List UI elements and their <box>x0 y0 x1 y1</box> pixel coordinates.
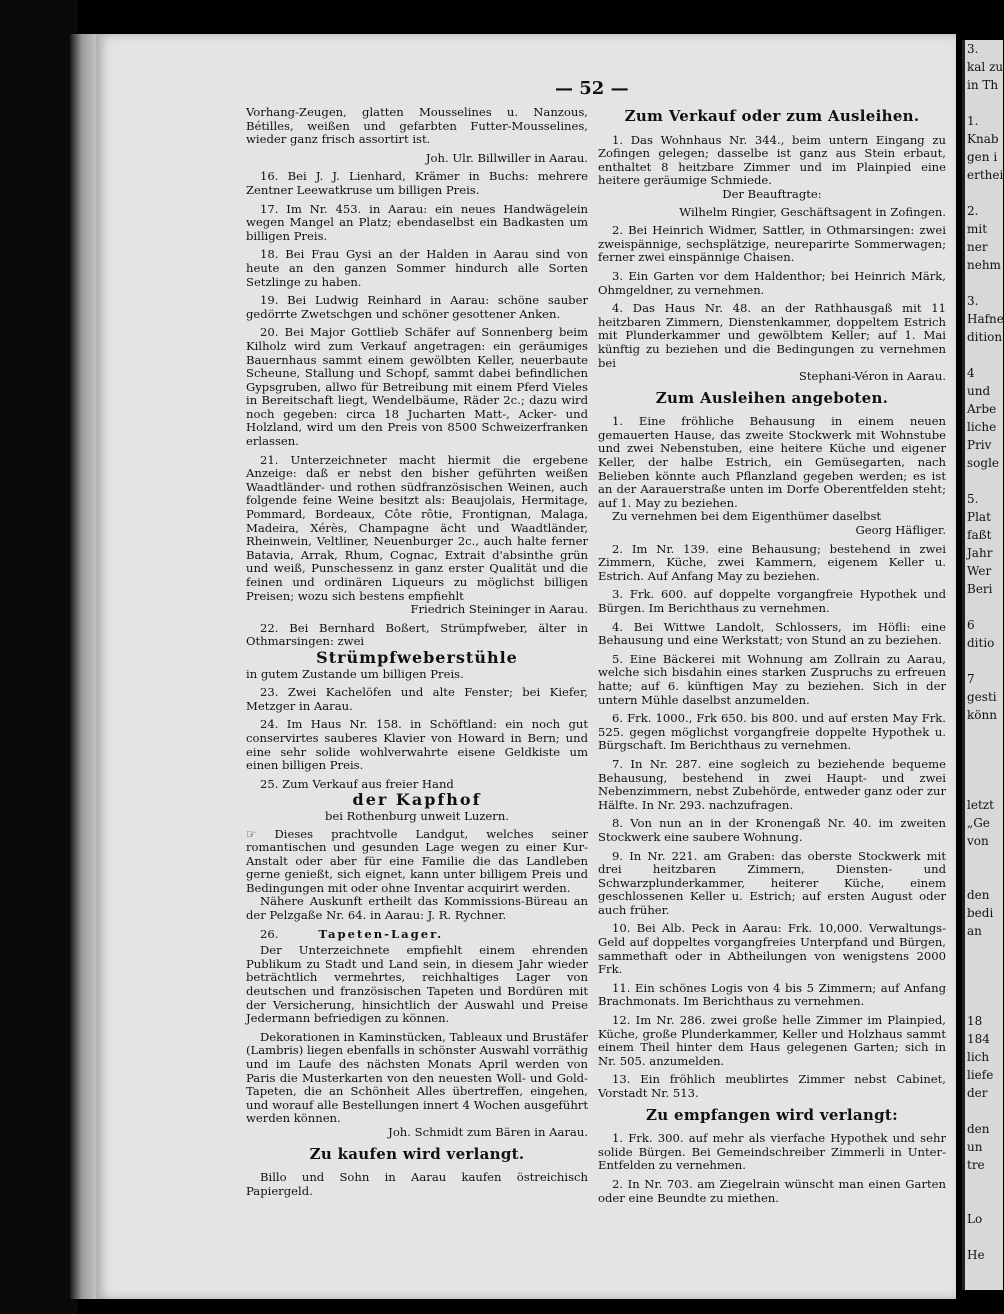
ad-21: 21. Unterzeichneter macht hiermit die ergebene Anzeige: daß er nebst den bisher geführten weißen Waadtländer- und rothen südfranzösischen Weinen, auch folgende feine Weine besitzt als: Beaujolais, Hermitage, Pommard, Bordeaux, Côte rôtie, Frontignan, Malaga, Madeira, Xérès, Champagne ächt und Waadtländer, Rheinwein, Veltliner, Neuenburger 2c., auch halte ferner Batavia, Arrak, Rhum, Cognac, Extrait d'absinthe grün und weiß, Punschessenz in ganz erster Qualität und die feinen und ordinären Liqueurs zu möglichst billigen Preisen; wozu sich bestens empfiehlt <box>246 452 588 603</box>
fragment-line: gen i <box>967 150 998 164</box>
fragment-line: gesti <box>967 690 997 704</box>
fragment-line: „Ge <box>967 816 990 830</box>
fragment-line <box>965 472 1003 490</box>
book-spine <box>0 0 78 1314</box>
fragment-line: dition <box>967 330 1003 344</box>
fragment-line: 6 <box>967 618 975 632</box>
fragment-line: 5. <box>967 492 979 506</box>
fragment-line: 3. <box>967 42 979 56</box>
ad-16: 16. Bei J. J. Lienhard, Krämer in Buchs: mehrere Zentner Leewatkruse um billigen Preis. <box>246 169 588 197</box>
fragment-line: Wer <box>967 564 992 578</box>
fragment-line: der <box>967 1086 988 1100</box>
offer-1-contact: Zu vernehmen bei dem Eigenthümer daselbst <box>612 509 882 524</box>
fragment-line: in Th <box>967 78 999 92</box>
fragment-line: faßt <box>967 528 992 542</box>
fragment-line: liche <box>967 420 997 434</box>
fragment-line: lich <box>967 1050 990 1064</box>
fragment-line: 7 <box>967 672 975 686</box>
fragment-line <box>965 1174 1003 1192</box>
fragment-line: Hafne <box>967 312 1004 326</box>
fragment-line: 4 <box>967 366 975 380</box>
signature: Der Beauftragte: <box>722 186 822 201</box>
ad-22: 22. Bei Bernhard Boßert, Strümpfweber, älter in Othmarsingen: zwei <box>246 620 588 649</box>
ad-25-headline: der Kapfhof <box>352 790 482 810</box>
fragment-line <box>965 1192 1003 1210</box>
offer-3: 3. Frk. 600. auf doppelte vorgangfreie Hypothek und Bürgen. Im Berichthaus zu vernehmen. <box>598 587 946 615</box>
fragment-line: und <box>967 384 991 398</box>
fragment-line: 1. <box>967 114 979 128</box>
fragment-line <box>965 346 1003 364</box>
fragment-line <box>965 958 1003 976</box>
ad-26-headline: Tapeten-Lager. <box>318 926 444 941</box>
offer-2: 2. Im Nr. 139. eine Behausung; bestehend in zwei Zimmern, Küche, zwei Kammern, eigenem Keller u. Estrich. Auf Anfang May zu beziehen. <box>598 541 946 583</box>
fragment-line: Jahr <box>967 546 993 560</box>
signature: Wilhelm Ringier, Geschäftsagent in Zofingen. <box>679 204 946 219</box>
fragment-line: tre <box>967 1158 985 1172</box>
listing-1: 1. Das Wohnhaus Nr. 344., beim untern Eingang zu Zofingen gelegen; dasselbe ist ganz aus Stein erbaut, enthaltet 8 heitzbare Zimmer und im Plainpied eine heitere geräumige Schmiede. <box>598 132 946 188</box>
offer-12: 12. Im Nr. 286. zwei große helle Zimmer im Plainpied, Küche, große Plunderkammer, Keller und Holzhaus sammt einem Theil hinter dem Haus gelegenen Garten; sich in Nr. 505. anzumelden. <box>598 1013 946 1068</box>
fragment-line <box>965 742 1003 760</box>
fragment-line: 184 <box>967 1032 990 1046</box>
left-column <box>246 106 588 1203</box>
ad-25-place: bei Rothenburg unweit Luzern. <box>325 808 509 823</box>
fragment-line: 2. <box>967 204 979 218</box>
section-heading: Zu kaufen wird verlangt. <box>309 1144 525 1163</box>
ad-22-tail: in gutem Zustande um billigen Preis. <box>246 666 464 681</box>
ad-25: 25. Zum Verkauf aus freier Hand <box>260 776 454 791</box>
ad-25-body: ☞ Dieses prachtvolle Landgut, welches seiner romantischen und gesunden Lage wegen zu einer Kur-Anstalt oder aber für eine Familie die das Landleben gerne genießt, sich eignet, kann unter billigem Preis und Bedingungen mit oder ohne Inventar acquirirt werden. <box>246 826 588 895</box>
offer-1: 1. Eine fröhliche Behausung in einem neuen gemauerten Hause, das zweite Stockwerk mit Wohnstube und zwei Nebenstuben, eine heitere Küche und eigener Keller, der halbe Estrich, ein Gemüsegarten, nach Belieben könnte auch Pflanzland gegeben werden; es ist an der Aarauerstraße unten im Dorfe Oberentfelden steht; auf 1. May zu beziehen. <box>598 414 946 510</box>
offer-7: 7. In Nr. 287. eine sogleich zu beziehende bequeme Behausung, bestehend in zwei Haupt- und zwei Nebenzimmern, nebst Zubehörde, entweder ganz oder zur Hälfte. In Nr. 293. nachzufragen. <box>598 756 946 812</box>
fragment-line <box>965 598 1003 616</box>
intro-text: Vorhang-Zeugen, glatten Mousselines u. Nanzous, Bétilles, weißen und gefarbten Futter-Mousselines, wieder ganz frisch assortirt ist. <box>246 105 588 147</box>
fragment-line: Arbe <box>967 402 997 416</box>
fragment-line: mit <box>967 222 988 236</box>
fragment-line: letzt <box>967 798 994 812</box>
fragment-line: den <box>967 888 990 902</box>
ad-22-headline: Strümpfweberstühle <box>316 647 518 667</box>
fragment-line: erthei <box>967 168 1004 182</box>
fragment-line: Knab <box>967 132 999 146</box>
signature: Joh. Ulr. Billwiller in Aarau. <box>425 150 588 165</box>
fragment-line: un <box>967 1140 983 1154</box>
fragment-line: könn <box>967 708 997 722</box>
fragment-line: an <box>967 924 982 938</box>
fragment-line: sogle <box>967 456 1000 470</box>
ad-26-number: 26. <box>260 926 279 941</box>
fragment-line: bedi <box>967 906 994 920</box>
fragment-line <box>965 1102 1003 1120</box>
ad-24: 24. Im Haus Nr. 158. in Schöftland: ein noch gut conservirtes sauberes Klavier von Howard in Bern; und eine sehr solide wohlverwahrte eisene Geldkiste um einen billigen Preis. <box>246 717 588 773</box>
listing-3: 3. Ein Garten vor dem Haldenthor; bei Heinrich Märk, Ohmgeldner, zu vernehmen. <box>598 268 946 297</box>
ad-26-text-2: Dekorationen in Kaminstücken, Tableaux und Brustäfer (Lambris) liegen ebenfalls in schönster Auswahl vorräthig und im Laufe des nächsten Monats April werden von Paris die Musterkarten von den neuesten Woll- und Gold-Tapeten, die an Schönheit Alles übertreffen, eingehen, und worauf alle Bestellungen innert 4 Wochen ausgeführt werden können. <box>246 1029 588 1126</box>
offer-11: 11. Ein schönes Logis von 4 bis 5 Zimmern; auf Anfang Brachmonats. Im Berichthaus zu vernehmen. <box>598 980 946 1009</box>
fragment-line: ditio <box>967 636 995 650</box>
listing-4: 4. Das Haus Nr. 48. an der Rathhausgaß mit 11 heitzbaren Zimmern, Dienstenkammer, doppeltem Estrich mit Plunderkammer und gewölbtem Keller; auf 1. Mai künftig zu beziehen und die Bedingungen zu vernehmen bei <box>598 301 946 370</box>
fragment-line: 3. <box>967 294 979 308</box>
ad-23: 23. Zwei Kachelöfen und alte Fenster; bei Kiefer, Metzger in Aarau. <box>246 685 588 713</box>
fragment-line: ner <box>967 240 988 254</box>
signature: Friedrich Steininger in Aarau. <box>410 602 588 617</box>
fragment-line <box>965 94 1003 112</box>
offer-9: 9. In Nr. 221. am Graben: das oberste Stockwerk mit drei heitzbaren Zimmern, Diensten- und Schwarzplunderkammer, heiterer Küche, einem geschlossenen Keller u. Estrich; auf ersten August oder auch früher. <box>598 848 946 917</box>
fragment-line <box>965 760 1003 778</box>
ad-20: 20. Bei Major Gottlieb Schäfer auf Sonnenberg beim Kilholz wird zum Verkauf angetragen: ein geräumiges Bauernhaus sammt einem gewölbten Keller, neuerbaute Scheune, Stallung und Schopf, sammt dabei befindlichen Gypsgruben, allwo für Betreibung mit einem Pferd Vieles in Bereitschaft liegt, Wendelbäume, Räder 2c.; dazu wird noch gegeben: circa 18 Jucharten Matt-, Acker- und Holzland, wird um den Preis von 8500 Schweizerfranken erlassen. <box>246 325 588 449</box>
fragment-line: Priv <box>967 438 992 452</box>
fragment-line: Beri <box>967 582 993 596</box>
signature: Joh. Schmidt zum Bären in Aarau. <box>388 1124 588 1139</box>
offer-8: 8. Von nun an in der Kronengaß Nr. 40. im zweiten Stockwerk eine saubere Wohnung. <box>598 816 946 844</box>
section-heading: Zum Verkauf oder zum Ausleihen. <box>624 107 920 125</box>
signature: Stephani-Véron in Aarau. <box>798 369 946 384</box>
fragment-line <box>965 274 1003 292</box>
fragment-line <box>965 724 1003 742</box>
request-1: 1. Frk. 300. auf mehr als vierfache Hypothek und sehr solide Bürgen. Bei Gemeindschreiber Zimmerli in Unter-Entfelden zu vernehmen. <box>598 1131 946 1173</box>
fragment-line <box>965 184 1003 202</box>
ad-17: 17. Im Nr. 453. in Aarau: ein neues Handwägelein wegen Mangel an Platz; ebendaselbst ein Badkasten um billigen Preis. <box>246 201 588 243</box>
offer-4: 4. Bei Wittwe Landolt, Schlossers, im Höfli: eine Behausung und eine Werkstatt; von Stund an zu beziehen. <box>598 619 946 648</box>
fragment-line: He <box>967 1248 985 1262</box>
fragment-line: nehm <box>967 258 1001 272</box>
fragment-line <box>965 850 1003 868</box>
fragment-line <box>965 994 1003 1012</box>
fragment-line: 18 <box>967 1014 983 1028</box>
fragment-line <box>965 976 1003 994</box>
section-heading: Zu empfangen wird verlangt: <box>646 1105 898 1124</box>
offer-10: 10. Bei Alb. Peck in Aarau: Frk. 10,000. Verwaltungs-Geld auf doppeltes vorgangfreies Unterpfand und Bürgen, sammethaft oder in Abtheilungen von wenigstens 2000 Frk. <box>598 921 946 977</box>
adjacent-page-fragment <box>962 40 1003 1290</box>
offer-6: 6. Frk. 1000., Frk 650. bis 800. und auf ersten May Frk. 525. gegen möglichst vorgangfreie doppelte Hypothek u. Bürgschaft. Im Berichthaus zu vernehmen. <box>598 711 946 753</box>
fragment-line: den <box>967 1122 990 1136</box>
fragment-line <box>965 940 1003 958</box>
fragment-line <box>965 868 1003 886</box>
listing-2: 2. Bei Heinrich Widmer, Sattler, in Othmarsingen: zwei zweispännige, sechsplätzige, neureparirte Sommerwagen; ferner zwei einspännige Chaisen. <box>598 223 946 265</box>
fragment-line: liefe <box>967 1068 994 1082</box>
request-2: 2. In Nr. 703. am Ziegelrain wünscht man einen Garten oder eine Beundte zu miethen. <box>598 1176 946 1205</box>
fragment-line: kal zu <box>967 60 1004 74</box>
ad-26-text: Der Unterzeichnete empfiehlt einem ehrenden Publikum zu Stadt und Land sein, in diesem Jahr wieder beträchtlich vermehrtes, reichhaltiges Lager von deutschen und französischen Tapeten und Bordüren mit der Versicherung, hinsichtlich der Auswahl und Preise Jedermann befriedigen zu können. <box>246 943 588 1026</box>
ad-19: 19. Bei Ludwig Reinhard in Aarau: schöne sauber gedörrte Zwetschgen und schöner gesottener Anken. <box>246 293 588 321</box>
fragment-line: Lo <box>967 1212 983 1226</box>
section-heading: Zum Ausleihen angeboten. <box>655 388 889 407</box>
ad-25-info: Nähere Auskunft ertheilt das Kommissions-Büreau an der Pelzgaße Nr. 64. in Aarau: J. R. Rychner. <box>246 894 588 923</box>
fragment-line <box>965 778 1003 796</box>
fragment-line: Plat <box>967 510 991 524</box>
ad-18: 18. Bei Frau Gysi an der Halden in Aarau sind von heute an den ganzen Sommer hindurch alle Sorten Setzlinge zu haben. <box>246 247 588 289</box>
fragment-line <box>965 652 1003 670</box>
page-number: — 52 — <box>555 78 629 99</box>
fragment-line <box>965 1228 1003 1246</box>
fragment-line: von <box>967 834 989 848</box>
right-column <box>598 106 946 1210</box>
offer-5: 5. Eine Bäckerei mit Wohnung am Zollrain zu Aarau, welche sich bisdahin eines starken Zuspruchs zu erfreuen hatte; auf 6. künftigen May zu beziehen. Sich in der untern Mühle daselbst anzumelden. <box>598 651 946 707</box>
offer-13: 13. Ein fröhlich meublirtes Zimmer nebst Cabinet, Vorstadt Nr. 513. <box>598 1072 946 1100</box>
kaufen-text: Billo und Sohn in Aarau kaufen östreichisch Papiergeld. <box>246 1170 588 1198</box>
signature: Georg Häfliger. <box>855 523 946 538</box>
